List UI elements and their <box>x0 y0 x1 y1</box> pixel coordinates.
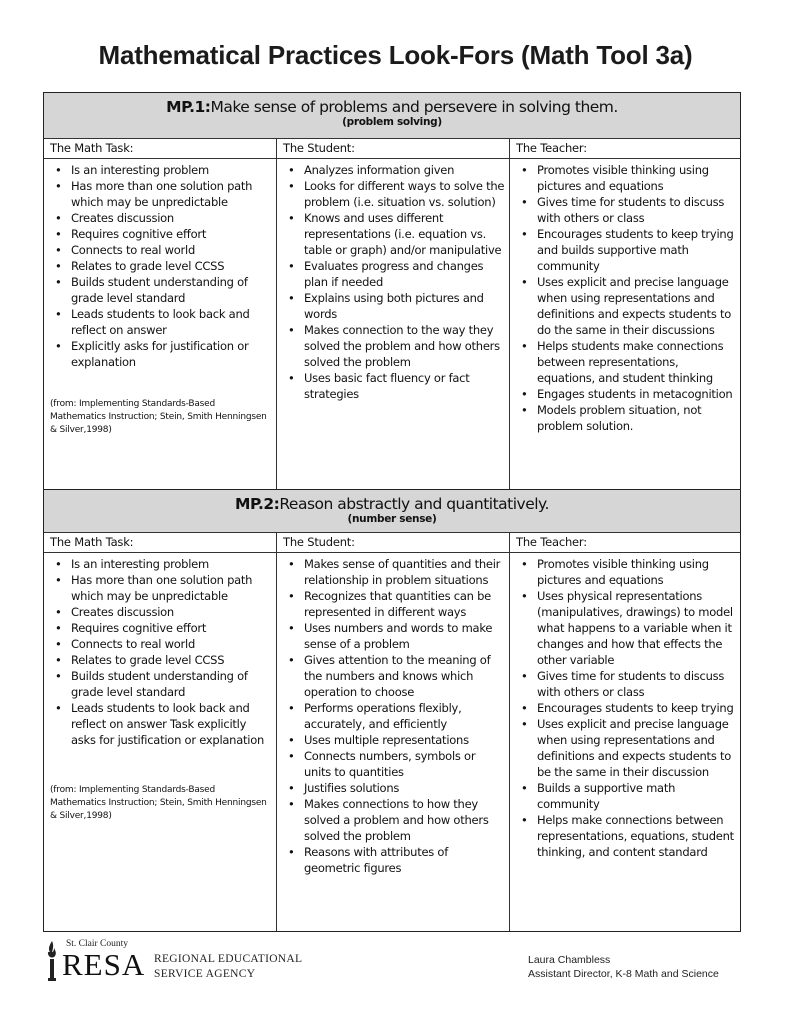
logo-agency-line1: REGIONAL EDUCATIONAL <box>154 953 303 965</box>
list-item: • Builds a supportive math community <box>520 780 736 812</box>
column-teacher <box>510 533 740 931</box>
column-header: The Teacher: <box>510 139 740 159</box>
list-item: • Encourages students to keep trying <box>520 700 736 716</box>
logo-agency <box>154 952 302 982</box>
list-item: • Explicitly asks for justification or explanation <box>54 338 272 370</box>
item-list <box>44 553 276 748</box>
column-math-task <box>44 139 277 489</box>
list-item: • Uses explicit and precise language when using representations and definitions and expects students to do the same in their discussions <box>520 274 736 338</box>
list-item: • Makes sense of quantities and their relationship in problem situations <box>287 556 505 588</box>
list-item: • Performs operations flexibly, accurately, and efficiently <box>287 700 505 732</box>
item-list <box>277 159 509 402</box>
list-item: • Uses physical representations (manipulatives, drawings) to model what happens to a variable when it changes and how that effects the other variable <box>520 588 736 668</box>
list-item: • Builds student understanding of grade level standard <box>54 668 272 700</box>
list-item: • Gives time for students to discuss with others or class <box>520 668 736 700</box>
list-item: • Analyzes information given <box>287 162 505 178</box>
torch-icon <box>44 940 60 982</box>
list-item: • Gives attention to the meaning of the numbers and knows which operation to choose <box>287 652 505 700</box>
list-item: • Knows and uses different representations (i.e. equation vs. table or graph) and/or manipulative <box>287 210 505 258</box>
list-item: • Helps make connections between representations, equations, student thinking, and content standard <box>520 812 736 860</box>
logo-name: RESA <box>62 947 146 982</box>
list-item: • Explains using both pictures and words <box>287 290 505 322</box>
list-item: • Connects to real world <box>54 636 272 652</box>
logo-agency-line2: SERVICE AGENCY <box>154 968 256 980</box>
list-item: • Engages students in metacognition <box>520 386 736 402</box>
list-item: • Encourages students to keep trying and builds supportive math community <box>520 226 736 274</box>
page-title: Mathematical Practices Look-Fors (Math Tool 3a) <box>98 40 693 70</box>
list-item: • Promotes visible thinking using pictures and equations <box>520 162 736 194</box>
list-item: • Creates discussion <box>54 210 272 226</box>
list-item: • Promotes visible thinking using pictures and equations <box>520 556 736 588</box>
section-mp1 <box>43 92 741 490</box>
list-item: • Reasons with attributes of geometric figures <box>287 844 505 876</box>
section-columns <box>44 533 740 931</box>
section-band <box>44 490 740 533</box>
list-item: • Leads students to look back and reflect on answer Task explicitly asks for justification or explanation <box>54 700 272 748</box>
list-item: • Relates to grade level CCSS <box>54 652 272 668</box>
practice-code: MP.2: <box>235 495 280 513</box>
author-credit <box>528 953 719 981</box>
list-item: • Connects numbers, symbols or units to quantities <box>287 748 505 780</box>
list-item: • Uses numbers and words to make sense of a problem <box>287 620 505 652</box>
section-heading <box>44 490 740 513</box>
list-item: • Makes connection to the way they solved the problem and how others solved the problem <box>287 322 505 370</box>
citation: (from: Implementing Standards-Based Mathematics Instruction; Stein, Smith Henningsen & Silver,1998) <box>50 399 267 435</box>
list-item: • Models problem situation, not problem solution. <box>520 402 736 434</box>
column-teacher <box>510 139 740 489</box>
citation: (from: Implementing Standards-Based Mathematics Instruction; Stein, Smith Henningsen & Silver,1998) <box>50 785 267 821</box>
column-header: The Math Task: <box>44 533 276 553</box>
list-item: • Is an interesting problem <box>54 162 272 178</box>
section-heading <box>44 93 740 116</box>
list-item: • Creates discussion <box>54 604 272 620</box>
practice-text: Make sense of problems and persevere in solving them. <box>210 98 618 116</box>
section-band <box>44 93 740 139</box>
section-columns <box>44 139 740 489</box>
list-item: • Connects to real world <box>54 242 272 258</box>
section-mp2 <box>43 489 741 932</box>
list-item: • Helps students make connections between representations, equations, and student thinking <box>520 338 736 386</box>
column-student <box>277 533 510 931</box>
column-header: The Student: <box>277 139 509 159</box>
column-header: The Teacher: <box>510 533 740 553</box>
author-title: Assistant Director, K-8 Math and Science <box>528 968 719 980</box>
item-list <box>510 159 740 434</box>
practice-text: Reason abstractly and quantitatively. <box>279 495 549 513</box>
item-list <box>510 553 740 860</box>
list-item: • Evaluates progress and changes plan if needed <box>287 258 505 290</box>
item-list <box>277 553 509 876</box>
practice-code: MP.1: <box>166 98 211 116</box>
list-item: • Builds student understanding of grade level standard <box>54 274 272 306</box>
list-item: • Is an interesting problem <box>54 556 272 572</box>
resa-logo <box>44 938 344 988</box>
list-item: • Requires cognitive effort <box>54 620 272 636</box>
list-item: • Uses explicit and precise language when using representations and definitions and expects students to be the same in their discussion <box>520 716 736 780</box>
logo-county: St. Clair County <box>66 939 129 949</box>
list-item: • Makes connections to how they solved a problem and how others solved the problem <box>287 796 505 844</box>
column-math-task <box>44 533 277 931</box>
section-subtitle: (number sense) <box>347 513 437 525</box>
list-item: • Leads students to look back and reflect on answer <box>54 306 272 338</box>
list-item: • Has more than one solution path which may be unpredictable <box>54 572 272 604</box>
list-item: • Requires cognitive effort <box>54 226 272 242</box>
list-item: • Uses basic fact fluency or fact strategies <box>287 370 505 402</box>
list-item: • Looks for different ways to solve the problem (i.e. situation vs. solution) <box>287 178 505 210</box>
list-item: • Justifies solutions <box>287 780 505 796</box>
column-header: The Student: <box>277 533 509 553</box>
item-list <box>44 159 276 370</box>
list-item: • Recognizes that quantities can be represented in different ways <box>287 588 505 620</box>
column-header: The Math Task: <box>44 139 276 159</box>
list-item: • Uses multiple representations <box>287 732 505 748</box>
author-name: Laura Chambless <box>528 954 611 966</box>
list-item: • Gives time for students to discuss with others or class <box>520 194 736 226</box>
column-student <box>277 139 510 489</box>
list-item: • Relates to grade level CCSS <box>54 258 272 274</box>
list-item: • Has more than one solution path which may be unpredictable <box>54 178 272 210</box>
section-subtitle: (problem solving) <box>342 116 442 128</box>
